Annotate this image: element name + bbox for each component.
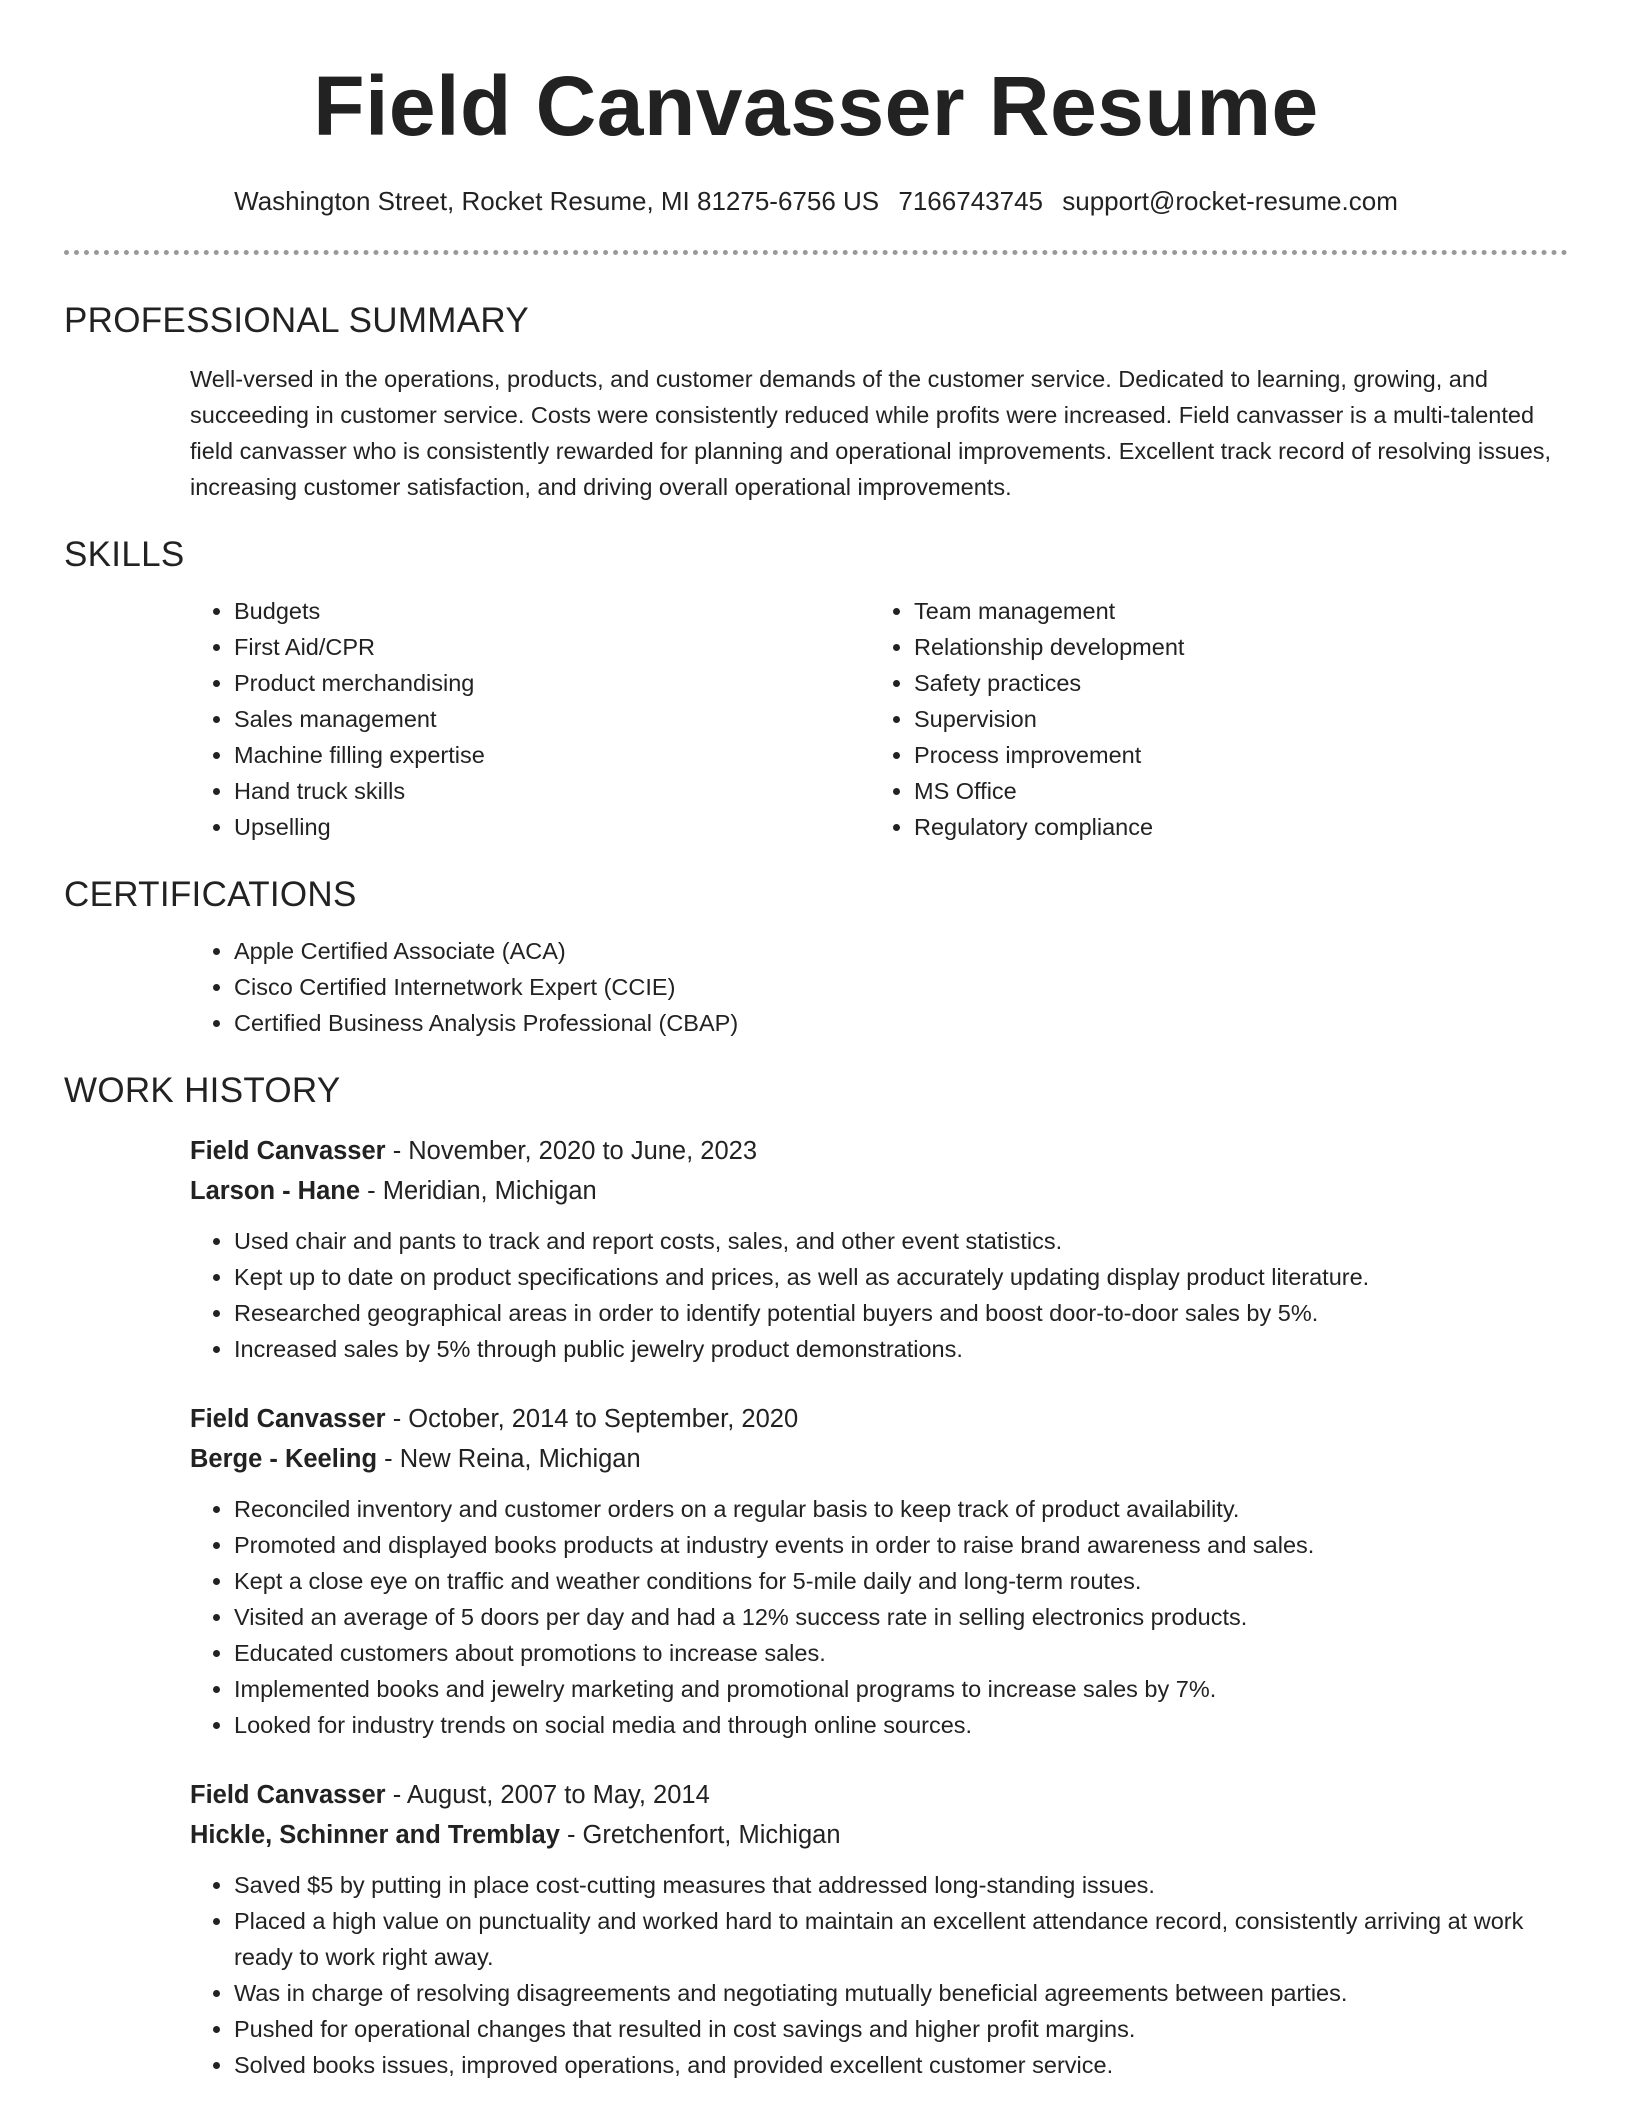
skill-item: • Hand truck skills	[234, 773, 870, 809]
job-company: Larson - Hane	[190, 1177, 361, 1205]
job-bullet: • Kept a close eye on traffic and weather conditions for 5-mile daily and long-term routes.	[234, 1563, 1568, 1599]
certifications-ul	[190, 933, 1568, 1041]
skill-item: • MS Office	[914, 773, 1550, 809]
contact-phone: 7166743745	[898, 186, 1043, 216]
job-bullet: • Pushed for operational changes that resulted in cost savings and higher profit margins.	[234, 2011, 1568, 2047]
job-bullet: • Used chair and pants to track and report costs, sales, and other event statistics.	[234, 1223, 1568, 1259]
skill-item: • Regulatory compliance	[914, 809, 1550, 845]
skills-left-list	[190, 593, 870, 845]
contact-email: support@rocket-resume.com	[1062, 186, 1398, 216]
job-bullet: • Solved books issues, improved operations, and provided excellent customer service.	[234, 2047, 1568, 2083]
job-bullets	[190, 1867, 1568, 2083]
job-dates: - November, 2020 to June, 2023	[385, 1137, 758, 1165]
job-company-line	[190, 1439, 1568, 1479]
skill-item: • Upselling	[234, 809, 870, 845]
skill-item: • Relationship development	[914, 629, 1550, 665]
job-title: Field Canvasser	[190, 1137, 386, 1165]
skill-item: • Safety practices	[914, 665, 1550, 701]
certification-item: • Apple Certified Associate (ACA)	[234, 933, 1568, 969]
skills-column-right	[870, 593, 1550, 845]
job-dates: - August, 2007 to May, 2014	[385, 1781, 710, 1809]
job-company-line	[190, 1171, 1568, 1211]
job-entry	[190, 1775, 1568, 2083]
job-dates: - October, 2014 to September, 2020	[385, 1405, 799, 1433]
job-company: Hickle, Schinner and Tremblay	[190, 1821, 560, 1849]
job-company: Berge - Keeling	[190, 1445, 378, 1473]
resume-page	[64, 0, 1568, 2083]
job-location: - Gretchenfort, Michigan	[559, 1821, 841, 1849]
job-bullets	[190, 1491, 1568, 1743]
job-title: Field Canvasser	[190, 1781, 386, 1809]
job-bullet: • Educated customers about promotions to increase sales.	[234, 1635, 1568, 1671]
summary-heading: PROFESSIONAL SUMMARY	[64, 301, 529, 340]
summary-text: Well-versed in the operations, products, and customer demands of the customer service. Dedicated to learning, growing, and succeeding in customer service. Costs were consistently reduced while profits were increased. Field canvasser is a multi-talented field canvasser who is consistently rewarded for planning and operational improvements. Excellent track record of resolving issues, increasing customer satisfaction, and driving overall operational improvements.	[190, 366, 1552, 500]
job-title-line	[190, 1399, 1568, 1439]
job-bullet: • Researched geographical areas in order to identify potential buyers and boost door-to-door sales by 5%.	[234, 1295, 1568, 1331]
contact-address: Washington Street, Rocket Resume, MI 81275-6756 US	[234, 186, 880, 216]
skill-item: • Sales management	[234, 701, 870, 737]
skill-item: • First Aid/CPR	[234, 629, 870, 665]
skill-item: • Supervision	[914, 701, 1550, 737]
skills-heading: SKILLS	[64, 535, 185, 574]
job-bullet: • Kept up to date on product specifications and prices, as well as accurately updating display product literature.	[234, 1259, 1568, 1295]
job-bullet: • Visited an average of 5 doors per day and had a 12% success rate in selling electronics products.	[234, 1599, 1568, 1635]
skill-item: • Process improvement	[914, 737, 1550, 773]
job-location: - Meridian, Michigan	[360, 1177, 597, 1205]
job-bullet: • Saved $5 by putting in place cost-cutting measures that addressed long-standing issues.	[234, 1867, 1568, 1903]
certifications-heading: CERTIFICATIONS	[64, 875, 357, 914]
certifications-list	[190, 933, 1568, 1041]
job-bullets	[190, 1223, 1568, 1367]
resume-title: Field Canvasser Resume	[313, 59, 1319, 153]
skill-item: • Product merchandising	[234, 665, 870, 701]
job-title-line	[190, 1775, 1568, 1815]
certification-item: • Cisco Certified Internetwork Expert (CCIE)	[234, 969, 1568, 1005]
job-bullet: • Looked for industry trends on social media and through online sources.	[234, 1707, 1568, 1743]
job-company-line	[190, 1815, 1568, 1855]
certification-item: • Certified Business Analysis Professional (CBAP)	[234, 1005, 1568, 1041]
job-bullet: • Increased sales by 5% through public jewelry product demonstrations.	[234, 1331, 1568, 1367]
skill-item: • Budgets	[234, 593, 870, 629]
job-title: Field Canvasser	[190, 1405, 386, 1433]
job-bullet: • Promoted and displayed books products at industry events in order to raise brand awareness and sales.	[234, 1527, 1568, 1563]
job-location: - New Reina, Michigan	[377, 1445, 641, 1473]
header-divider	[64, 250, 1568, 255]
job-entry	[190, 1399, 1568, 1743]
job-entry	[190, 1131, 1568, 1367]
job-bullet: • Placed a high value on punctuality and worked hard to maintain an excellent attendance record, consistently arriving at work ready to work right away.	[234, 1903, 1568, 1975]
skill-item: • Machine filling expertise	[234, 737, 870, 773]
job-title-line	[190, 1131, 1568, 1171]
skills-column-left	[190, 593, 870, 845]
work-history-heading: WORK HISTORY	[64, 1071, 341, 1110]
skills-right-list	[870, 593, 1550, 845]
job-bullet: • Was in charge of resolving disagreements and negotiating mutually beneficial agreements between parties.	[234, 1975, 1568, 2011]
job-bullet: • Implemented books and jewelry marketing and promotional programs to increase sales by 7%.	[234, 1671, 1568, 1707]
skill-item: • Team management	[914, 593, 1550, 629]
job-bullet: • Reconciled inventory and customer orders on a regular basis to keep track of product availability.	[234, 1491, 1568, 1527]
skills-list	[190, 593, 1568, 845]
contact-line	[64, 184, 1568, 218]
